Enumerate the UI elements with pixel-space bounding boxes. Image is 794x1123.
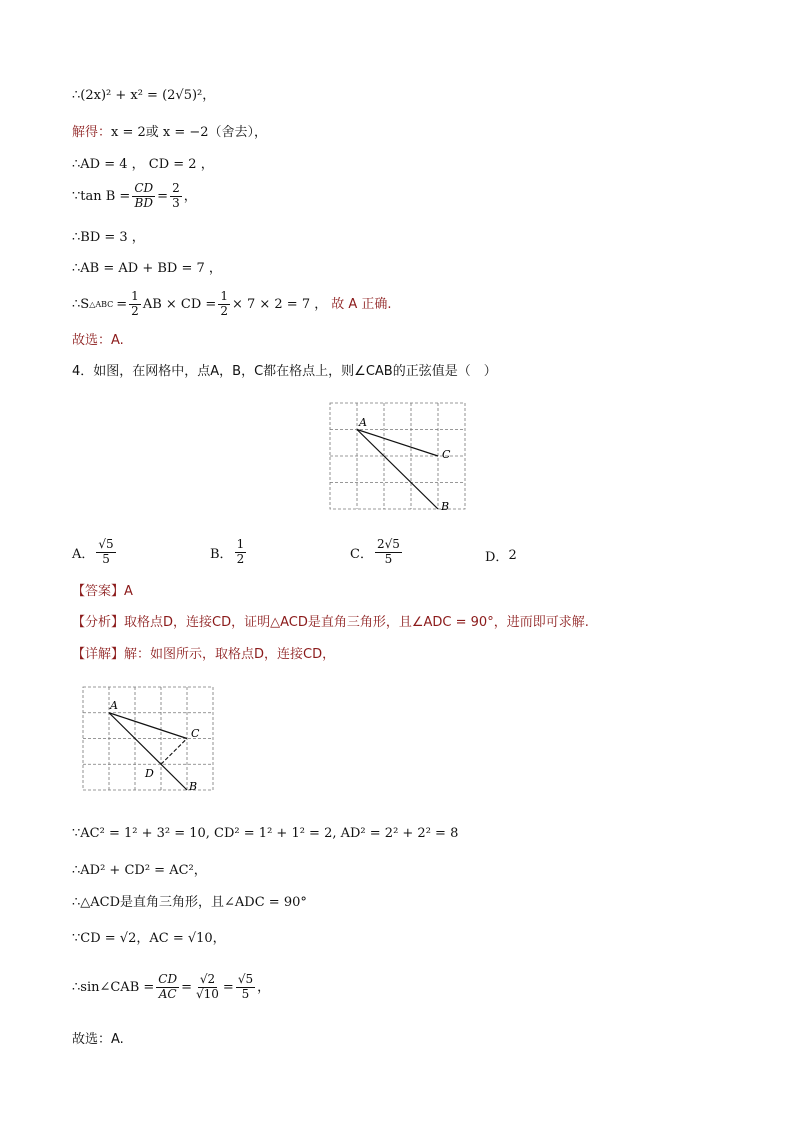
answer-tag: 【答案】 — [72, 584, 125, 599]
analysis-tag: 【分析】 — [72, 615, 125, 630]
label-a: A — [110, 699, 118, 712]
fraction-root2-root10: $\frac{√2}{√10}$ — [196, 972, 219, 1001]
solution-line-4: ∵CD = √2，AC = √10， — [72, 931, 226, 946]
fraction-cd-bd: $\frac{CD}{BD}$ — [134, 181, 154, 210]
label-b: B — [189, 780, 198, 793]
ab-text: ∴AB = AD + BD = 7 ， — [72, 261, 222, 276]
fraction-two-thirds: $\frac{2}{3}$ — [172, 181, 180, 210]
tan-prefix: ∵tan B = — [72, 188, 131, 204]
detail-tag: 【详解】 — [72, 647, 125, 662]
label-c: C — [442, 448, 451, 461]
equation-text: ∴(2x)² + x² = (2√5)²， — [72, 88, 216, 103]
option-d[interactable]: D． 2 — [485, 548, 517, 565]
area-subscript: △ABC — [89, 299, 114, 309]
solution-line-2: ∴AD² + CD² = AC²， — [72, 863, 207, 878]
grid-figure-2 — [78, 682, 218, 796]
question-4 — [72, 364, 497, 380]
area-line: ∴S △ABC = $\frac{1}{2}$ AB × CD = $\frac{1}{2}$ × 7 × 2 = 7 ， 故 A 正确. — [72, 289, 392, 318]
ab-line — [72, 261, 222, 277]
label-b: B — [441, 500, 450, 513]
ad-cd-line — [72, 157, 214, 173]
sin-line: ∴sin∠CAB = $\frac{CD}{AC}$ = $\frac{√2}{√10}$ = $\frac{√5}{5}$ ， — [72, 972, 271, 1001]
choose-line-2: 故选：A. — [72, 1032, 124, 1047]
solution-line-3: ∴△ACD是直角三角形，且∠ADC = 90° — [72, 895, 307, 910]
answer-value: A — [124, 584, 133, 599]
tan-line: ∵tan B = $\frac{CD}{BD}$ = $\frac{2}{3}$ ， — [72, 181, 197, 210]
analysis-line — [72, 615, 589, 631]
detail-line — [72, 647, 335, 663]
fraction-half-1: $\frac{1}{2}$ — [131, 289, 139, 318]
solve-line — [72, 125, 267, 141]
label-d: D — [145, 767, 154, 780]
equation-line-1 — [72, 88, 215, 104]
grid-figure-1 — [325, 398, 470, 516]
option-a[interactable]: A． $\frac{√5}{5}$ — [72, 537, 114, 566]
fraction-root5-5: $\frac{√5}{5}$ — [237, 972, 254, 1001]
option-c[interactable]: C． $\frac{2√5}{5}$ — [350, 537, 400, 566]
fraction-cd-ac: $\frac{CD}{AC}$ — [158, 972, 178, 1001]
fraction-half-2: $\frac{1}{2}$ — [220, 289, 228, 318]
solution-line-1: ∵AC² = 1² + 3² = 10, CD² = 1² + 1² = 2, AD² = 2² + 2² = 8 — [72, 826, 459, 841]
question-text: 4．如图，在网格中，点A，B，C都在格点上，则∠CAB的正弦值是（ ） — [72, 364, 497, 379]
detail-text: 解：如图所示，取格点D，连接CD， — [124, 647, 336, 662]
choose-line-1: 故选：A. — [72, 333, 124, 348]
solve-label: 解得： — [72, 125, 112, 140]
answer-line — [72, 584, 133, 600]
ad-cd-text: ∴AD = 4 ， CD = 2 ， — [72, 157, 214, 172]
label-a: A — [359, 416, 367, 429]
bd-line — [72, 230, 145, 246]
option-b[interactable]: B． $\frac{1}{2}$ — [210, 537, 245, 566]
label-c: C — [191, 727, 200, 740]
conclusion-red: 故 A 正确. — [331, 296, 392, 312]
bd-text: ∴BD = 3 ， — [72, 230, 145, 245]
solve-text: x = 2或 x = −2（舍去）， — [111, 125, 268, 140]
analysis-text: 取格点D，连接CD，证明△ACD是直角三角形，且∠ADC = 90°，进而即可求解. — [124, 615, 589, 630]
